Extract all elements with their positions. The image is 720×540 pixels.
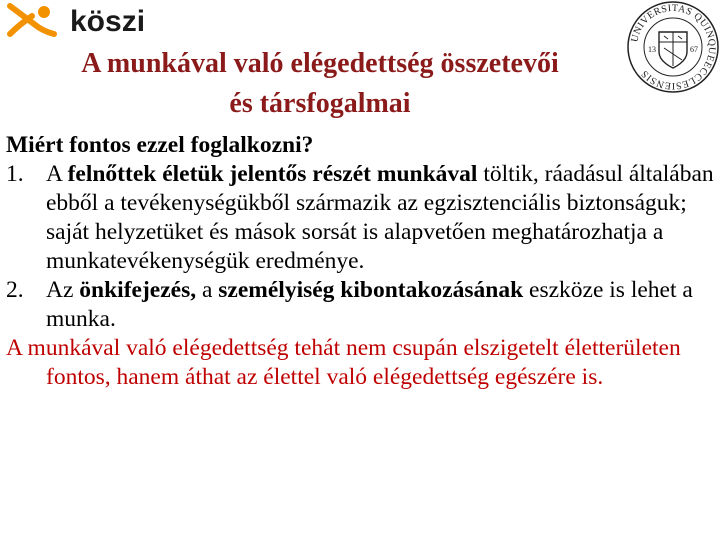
slide-content [6, 131, 716, 392]
item2-emphasis-1: önkifejezés, [79, 277, 197, 303]
koszi-logo-mark-icon [4, 2, 64, 38]
list-number-1: 1. [6, 161, 24, 187]
item1-text-a: A [46, 161, 68, 187]
koszi-logo [4, 2, 146, 38]
item2-text-c: a [196, 277, 219, 303]
question-heading: Miért fontos ezzel foglalkozni? [6, 132, 314, 158]
conclusion-text: A munkával való elégedettség tehát nem csupán elszigetelt életterületen fontos, hanem áthat az élettel való elégedettség egészére is. [6, 335, 681, 390]
item1-emphasis: felnőttek életük jelentős részét munkával [67, 161, 478, 187]
item2-emphasis-2: személyiség kibontakozásának [218, 277, 524, 303]
logo-text: köszi [70, 5, 146, 38]
title-line-1: A munkával való elégedettség összetevői [81, 48, 559, 79]
title-line-2: és társfogalmai [229, 88, 411, 119]
list-item-1 [6, 160, 716, 276]
seal-ring-text: UNIVERSITAS QUINQUEECCLESIENSIS [629, 2, 718, 92]
seal-year-right: 67 [690, 45, 698, 54]
item1-text-c: töltik, ráadásul általában ebből a tevékenységükből származik az egzisztenciális biztonságuk; saját helyzetüket és mások sorsát is alapvetően meghatározhatja a munkatevékenységük eredménye. [46, 161, 714, 274]
university-seal [626, 0, 720, 94]
item2-text-e: eszköze is lehet a munka. [46, 277, 693, 332]
slide-title [0, 44, 640, 124]
list-text-2 [46, 276, 716, 334]
seal-year-left: 13 [648, 45, 656, 54]
item2-text-a: Az [46, 277, 80, 303]
list-item-2 [6, 276, 716, 334]
list-text-1 [46, 160, 716, 276]
list-number-2: 2. [6, 277, 24, 303]
